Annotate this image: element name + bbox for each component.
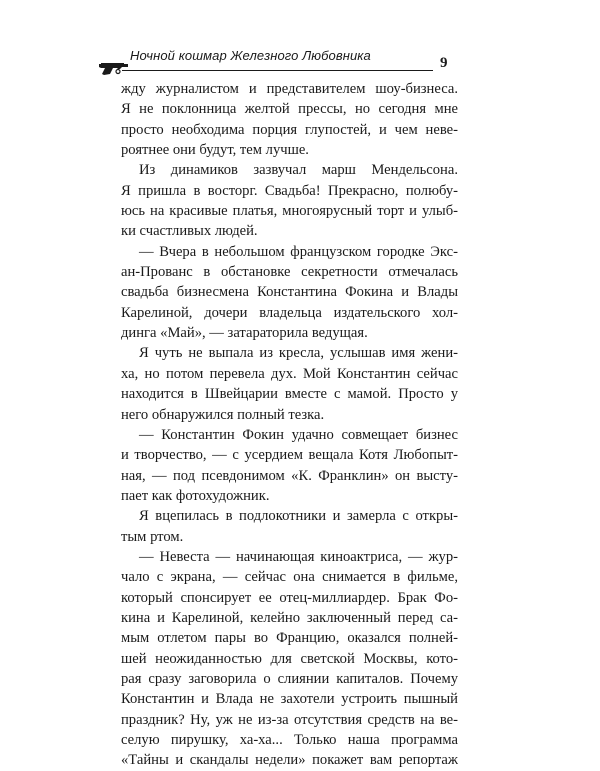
text-line: Из динамиков зазвучал марш Мендельсона. (139, 162, 458, 179)
running-header (0, 0, 600, 80)
text-line: юсь на красивые платья, многоярусный торт и улыб- (121, 203, 458, 220)
text-line: ха, но потом перевела дух. Мой Константин сейчас (121, 365, 458, 382)
text-line: мым отлетом пары во Францию, оказался полней- (121, 630, 458, 647)
text-line: жду журналистом и представителем шоу-бизнеса. (121, 81, 458, 97)
text-line: Я вцепилась в подлокотники и замерла с откры- (139, 508, 458, 525)
text-line: — Константин Фокин удачно совмещает бизнес (139, 426, 458, 443)
text-line: ки счастливых людей. (121, 223, 258, 240)
text-line: ная, — под псевдонимом «К. Франклин» он высту- (121, 467, 458, 484)
text-line: Я чуть не выпала из кресла, услышав имя жени- (139, 345, 458, 362)
text-line: рая сразу заговорила о слиянии капиталов. Почему (121, 670, 458, 687)
text-line: Я пришла в восторг. Свадьба! Прекрасно, полюбу- (121, 182, 458, 199)
text-line: кина и Карелиной, келейно заключенный перед са- (121, 609, 458, 626)
header-rule (122, 70, 433, 71)
text-line: пает как фотохудожник. (121, 487, 270, 504)
text-line: — Невеста — начинающая киноактриса, — жур- (139, 548, 458, 565)
text-line: роятнее они будут, тем лучше. (121, 142, 309, 159)
text-line: динга «Май», — затараторила ведущая. (121, 325, 368, 342)
text-line: и творчество, — с усердием вещала Котя Любопыт- (121, 447, 458, 464)
text-line: Константин и Влада не захотели устроить пышный (121, 691, 458, 708)
text-line: просто необходима порция глупостей, и чем неве- (121, 121, 458, 138)
text-line: ан-Прованс в обстановке секретности отмечалась (121, 264, 458, 281)
text-line: него обнаружился полный тезка. (121, 406, 325, 423)
text-line: шей неожиданностью для светской Москвы, кото- (121, 650, 458, 667)
text-line: Карелиной, дочери владельца издательского хол- (121, 304, 458, 321)
text-line: чало с экрана, — сейчас она снимается в фильме, (121, 569, 458, 586)
text-line: — Вчера в небольшом французском городке Экс- (139, 243, 458, 260)
text-line: находится в Швейцарии вместе с мамой. Просто у (121, 386, 458, 403)
text-line: «Тайны и скандалы недели» покажет вам репортаж (121, 752, 458, 769)
text-line: который спонсирует ее отец-миллиардер. Брак Фо- (121, 589, 458, 606)
text-line: селую пирушку, ха-ха... Только наша программа (121, 732, 458, 748)
revolver-icon (98, 62, 144, 76)
text-line: свадьба бизнесмена Константина Фокина и Влады (121, 284, 458, 301)
running-title: Ночной кошмар Железного Любовника (130, 48, 371, 63)
page-number: 9 (440, 55, 448, 71)
body-text (121, 79, 458, 771)
text-line: Я не поклонница желтой прессы, но сегодня мне (121, 101, 458, 118)
text-line: тым ртом. (121, 528, 184, 545)
text-line: праздник? Ну, уж не из-за отсутствия средств на ве- (121, 711, 458, 728)
